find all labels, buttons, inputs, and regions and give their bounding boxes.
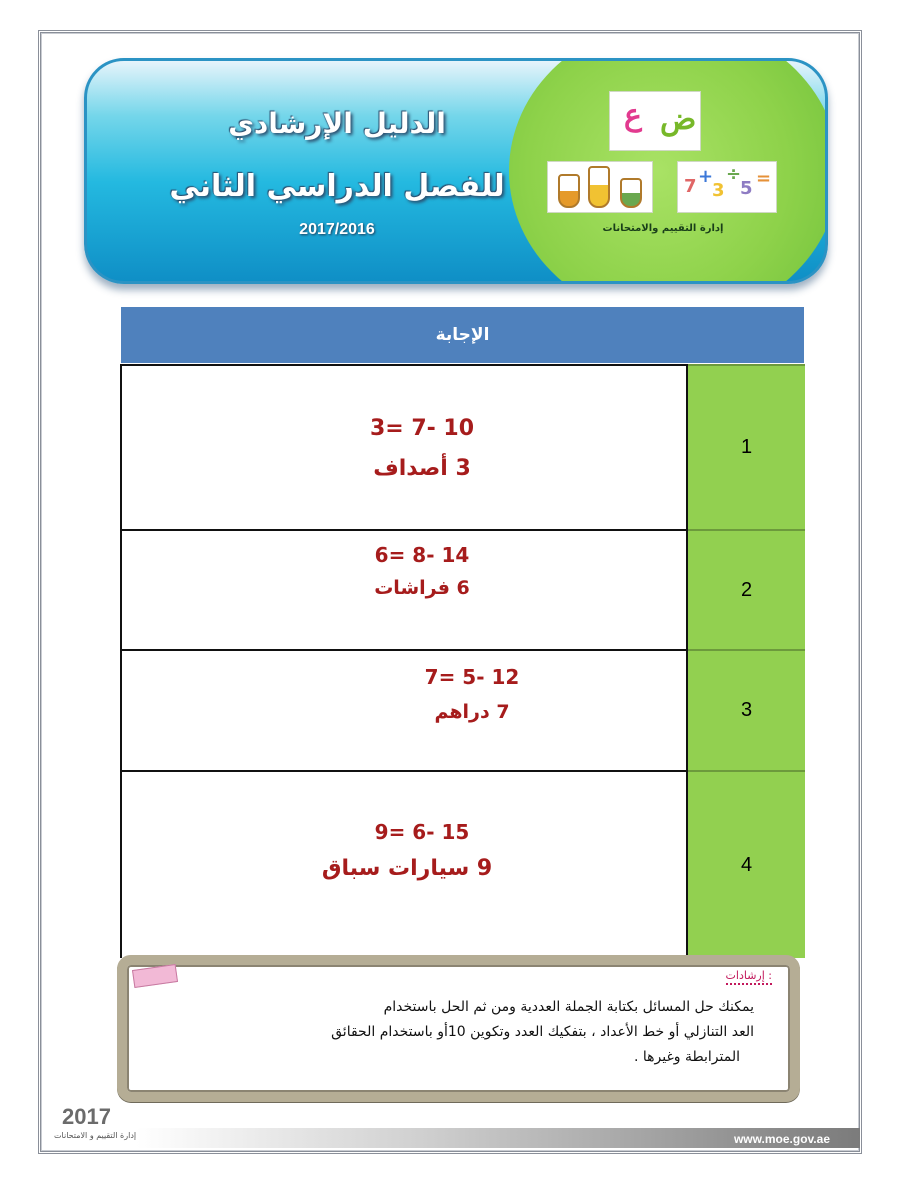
guidance-line: المترابطة وغيرها . xyxy=(633,1049,740,1065)
guidance-title: إرشادات : xyxy=(726,969,772,985)
question-number: 4 xyxy=(688,770,805,958)
department-label: إدارة التقييم والامتحانات xyxy=(602,223,724,234)
table-row xyxy=(120,364,805,529)
answer-text: 7 دراهم xyxy=(434,701,510,723)
answer-cell xyxy=(120,649,688,770)
answer-text: 9 سيارات سباق xyxy=(321,856,493,881)
question-number: 3 xyxy=(688,649,805,770)
logo-image: ع ض xyxy=(609,91,701,151)
equation-text: 6= 8- 14 xyxy=(374,543,470,567)
equation-text: 3= 7- 10 xyxy=(369,416,475,441)
table-row xyxy=(120,529,805,649)
question-number: 1 xyxy=(688,364,805,529)
footer-year: 2017 xyxy=(62,1104,111,1129)
guidance-text xyxy=(194,995,754,1070)
question-number: 2 xyxy=(688,529,805,649)
footer-department: إدارة التقييم و الامتحانات xyxy=(54,1131,137,1140)
banner-title: الدليل الإرشادي xyxy=(228,107,446,140)
answer-text: 6 فراشات xyxy=(374,577,470,599)
page-footer xyxy=(44,1104,862,1146)
answer-cell xyxy=(120,364,688,529)
answer-cell xyxy=(120,770,688,958)
note-tab-icon xyxy=(132,964,178,988)
equation-text: 9= 6- 15 xyxy=(374,820,470,844)
answer-column-header: الإجابة xyxy=(121,307,804,363)
guidance-line: يمكنك حل المسائل بكتابة الجملة العددية ومن ثم الحل باستخدام xyxy=(383,999,754,1015)
banner-subtitle: للفصل الدراسي الثاني xyxy=(169,169,505,204)
answer-text: 3 أصداف xyxy=(373,456,471,481)
table-row xyxy=(120,649,805,770)
table-row xyxy=(120,770,805,958)
banner-year: 2017/2016 xyxy=(299,221,375,238)
guidance-line: العد التنازلي أو خط الأعداد ، بتفكيك العدد وتكوين 10أو باستخدام الحقائق xyxy=(331,1024,754,1040)
answer-cell xyxy=(120,529,688,649)
footer-url[interactable]: www.moe.gov.ae xyxy=(733,1132,830,1146)
math-numbers-image: 7 + 3 ÷ 5 = xyxy=(677,161,777,213)
header-banner xyxy=(84,58,828,284)
equation-text: 7= 5- 12 xyxy=(424,665,520,689)
guidance-box xyxy=(117,955,800,1102)
lab-flasks-image xyxy=(547,161,653,213)
